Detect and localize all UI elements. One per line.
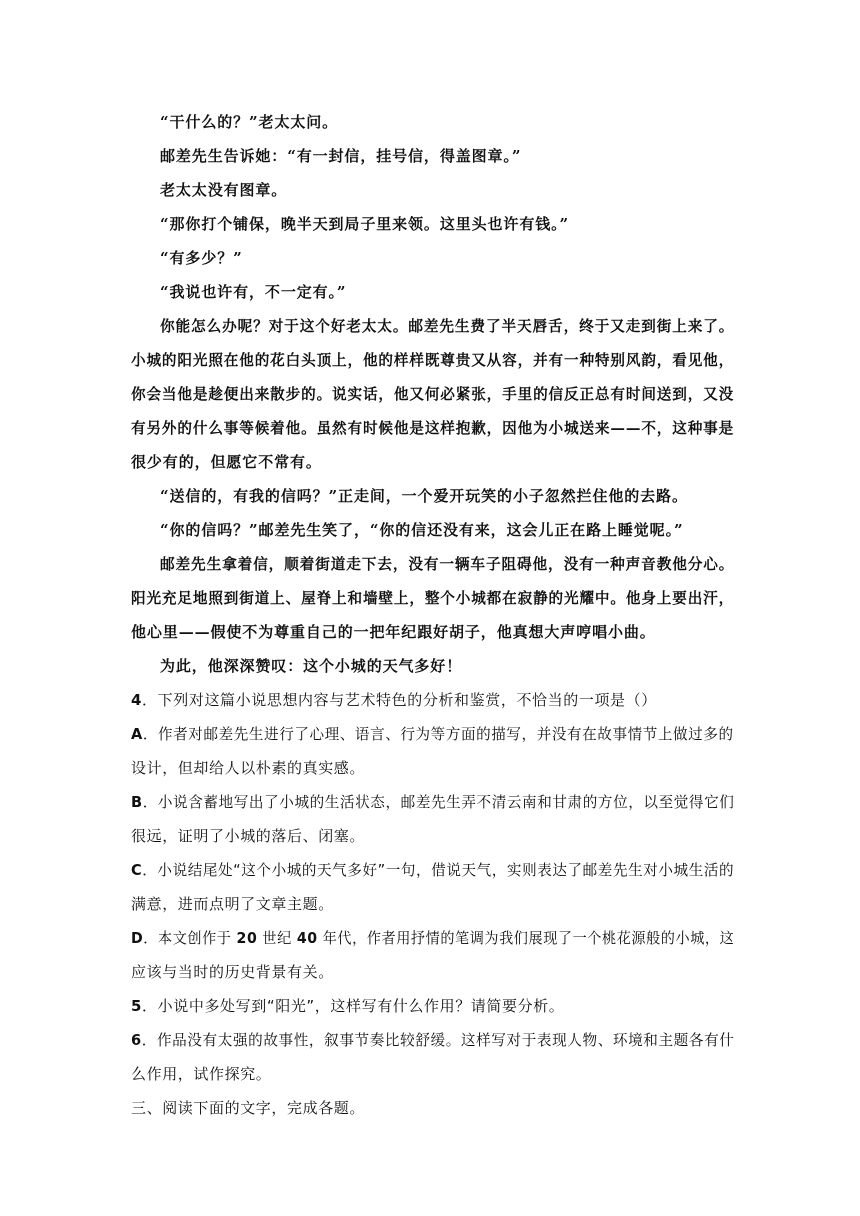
story-paragraph: “那你打个铺保，晚半天到局子里来领。这里头也许有钱。” [160,215,570,233]
story-paragraph: 邮差先生告诉她：“有一封信，挂号信，得盖图章。” [160,147,522,165]
decade-number: 40 [296,929,318,947]
option-text: 年代，作者用抒情的笔调为我们展现了一个桃花源般的小城，这 [317,929,735,947]
story-paragraph: “你的信吗？”邮差先生笑了，“你的信还没有来，这会儿正在路上睡觉呢。” [160,521,684,539]
question-number: 6 [131,1031,142,1049]
story-paragraph: “有多少？” [160,249,243,267]
question-text: ．作品没有太强的故事性，叙事节奏比较舒缓。这样写对于表现人物、环境和主题各有什 [141,1031,735,1049]
option-a-continued: 设计，但却给人以朴素的真实感。 [131,759,366,777]
option-c-continued: 满意，进而点明了文章主题。 [131,895,334,913]
story-paragraph: 为此，他深深赞叹：这个小城的天气多好！ [160,657,463,675]
story-line: 他心里——假使不为尊重自己的一把年纪跟好胡子，他真想大声哼唱小曲。 [131,623,656,641]
option-text: ．作者对邮差先生进行了心理、语言、行为等方面的描写，并没有在故事情节上做过多的 [142,725,734,743]
question-6-continued: 么作用，试作探究。 [131,1065,272,1083]
story-paragraph: “我说也许有，不一定有。” [160,283,347,301]
century-number: 20 [236,929,258,947]
option-b-continued: 很远，证明了小城的落后、闭塞。 [131,827,366,845]
story-paragraph: “送信的，有我的信吗？”正走间，一个爱开玩笑的小子忽然拦住他的去路。 [160,487,688,505]
question-6 [131,1030,734,1050]
story-line: 有另外的什么事等候着他。虽然有时候他是这样抱歉，因他为小城送来——不，这种事是 [131,419,735,437]
option-text: 世纪 [257,929,297,947]
option-letter: C [131,861,143,879]
option-letter: D [131,929,144,947]
question-text: ．小说中多处写到“阳光”，这样写有什么作用？请简要分析。 [142,997,565,1015]
question-text: ．下列对这篇小说思想内容与艺术特色的分析和鉴赏，不恰当的一项是（） [142,691,657,709]
story-paragraph: 你能怎么办呢？对于这个好老太太。邮差先生费了半天唇舌，终于又走到街上来了。 [160,317,735,335]
story-line: 阳光充足地照到街道上、屋脊上和墙壁上，整个小城都在寂静的光耀中。他身上要出汗， [131,589,735,607]
option-d [131,928,734,948]
option-c [131,860,734,880]
option-text: ．本文创作于 [143,929,237,947]
question-number: 5 [131,997,143,1015]
question-number: 4 [131,691,143,709]
option-text: ．小说结尾处“这个小城的天气多好”一句，借说天气，实则表达了邮差先生对小城生活的 [142,861,735,879]
story-line: 很少有的，但愿它不常有。 [131,453,322,471]
story-line: 小城的阳光照在他的花白头顶上，他的样样既尊贵又从容，并有一种特别风韵，看见他， [131,351,735,369]
question-4-stem [131,690,657,710]
story-paragraph: 老太太没有图章。 [160,181,288,199]
story-paragraph: 邮差先生拿着信，顺着街道走下去，没有一辆车子阻碍他，没有一种声音教他分心。 [160,555,735,573]
option-b [131,792,734,812]
story-line: 你会当他是趁便出来散步的。说实话，他又何必紧张，手里的信反正总有时间送到，又没 [131,385,735,403]
option-d-continued: 应该与当时的历史背景有关。 [131,963,334,981]
option-text: ．小说含蓄地写出了小城的生活状态，邮差先生弄不清云南和甘肃的方位，以至觉得它们 [142,793,735,811]
option-a [131,724,734,744]
question-5 [131,996,564,1016]
option-letter: B [131,793,143,811]
section-heading: 三、阅读下面的文字，完成各题。 [131,1099,366,1117]
story-paragraph: “干什么的？”老太太问。 [160,113,339,131]
option-letter: A [131,725,143,743]
